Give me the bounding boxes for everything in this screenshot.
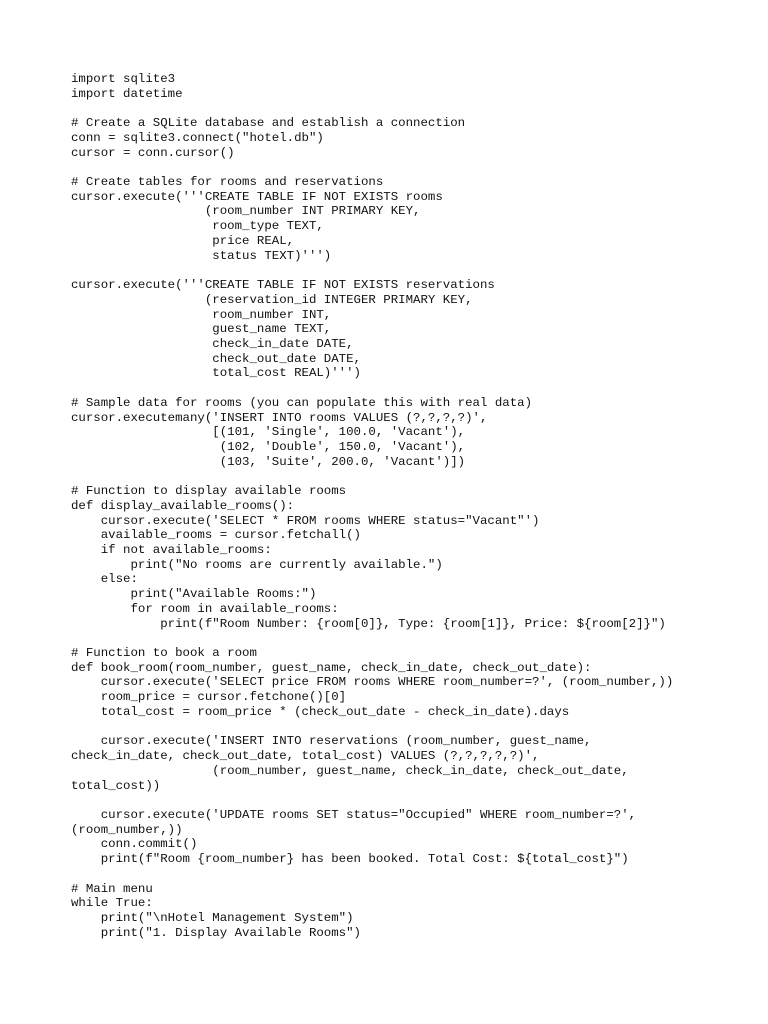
code-line: total_cost REAL)''') bbox=[71, 366, 361, 381]
code-line: total_cost)) bbox=[71, 778, 161, 793]
code-line: cursor.execute('SELECT * FROM rooms WHERE status="Vacant"') bbox=[71, 513, 540, 528]
code-line bbox=[71, 867, 751, 882]
code-line: room_type TEXT, bbox=[71, 219, 324, 234]
code-line: # Function to display available rooms bbox=[71, 484, 347, 499]
code-line: else: bbox=[71, 572, 138, 587]
code-line: # Create a SQLite database and establish a connection bbox=[71, 116, 466, 131]
code-line: cursor.execute('SELECT price FROM rooms WHERE room_number=?', (room_number,)) bbox=[71, 675, 674, 690]
code-line: while True: bbox=[71, 896, 153, 911]
code-line bbox=[71, 793, 751, 808]
code-line: [(101, 'Single', 100.0, 'Vacant'), bbox=[71, 425, 466, 440]
code-line: # Function to book a room bbox=[71, 646, 257, 661]
code-line: conn = sqlite3.connect("hotel.db") bbox=[71, 130, 324, 145]
code-line: def book_room(room_number, guest_name, check_in_date, check_out_date): bbox=[71, 660, 592, 675]
code-block bbox=[71, 72, 751, 940]
code-line: guest_name TEXT, bbox=[71, 322, 332, 337]
code-line: cursor = conn.cursor() bbox=[71, 145, 235, 160]
code-line: (102, 'Double', 150.0, 'Vacant'), bbox=[71, 439, 466, 454]
code-line: print("No rooms are currently available.") bbox=[71, 557, 443, 572]
code-line bbox=[71, 720, 751, 735]
code-line: # Sample data for rooms (you can populate this with real data) bbox=[71, 395, 533, 410]
code-line bbox=[71, 263, 751, 278]
code-line: print(f"Room Number: {room[0]}, Type: {room[1]}, Price: ${room[2]}") bbox=[71, 616, 666, 631]
code-line: price REAL, bbox=[71, 233, 295, 248]
code-line: conn.commit() bbox=[71, 837, 198, 852]
code-line: import datetime bbox=[71, 86, 183, 101]
code-line bbox=[71, 631, 751, 646]
code-line: for room in available_rooms: bbox=[71, 601, 339, 616]
code-line: check_in_date, check_out_date, total_cost) VALUES (?,?,?,?,?)', bbox=[71, 749, 540, 764]
code-line: check_out_date DATE, bbox=[71, 351, 361, 366]
code-line: print("Available Rooms:") bbox=[71, 587, 317, 602]
code-line: room_price = cursor.fetchone()[0] bbox=[71, 690, 347, 705]
code-line: print("\nHotel Management System") bbox=[71, 910, 354, 925]
code-line: cursor.execute('INSERT INTO reservations (room_number, guest_name, bbox=[71, 734, 592, 749]
code-line bbox=[71, 381, 751, 396]
code-line: # Main menu bbox=[71, 881, 153, 896]
code-line: print("1. Display Available Rooms") bbox=[71, 925, 361, 940]
code-line: (103, 'Suite', 200.0, 'Vacant')]) bbox=[71, 454, 466, 469]
code-line: (room_number,)) bbox=[71, 822, 183, 837]
code-line: print(f"Room {room_number} has been booked. Total Cost: ${total_cost}") bbox=[71, 852, 629, 867]
code-line bbox=[71, 469, 751, 484]
code-line: status TEXT)''') bbox=[71, 248, 332, 263]
code-line: if not available_rooms: bbox=[71, 543, 272, 557]
code-line: cursor.execute('UPDATE rooms SET status="Occupied" WHERE room_number=?', bbox=[71, 807, 637, 822]
code-line: (reservation_id INTEGER PRIMARY KEY, bbox=[71, 292, 473, 307]
code-line: room_number INT, bbox=[71, 307, 332, 322]
code-line: import sqlite3 bbox=[71, 72, 176, 86]
code-line: (room_number, guest_name, check_in_date, check_out_date, bbox=[71, 763, 629, 778]
code-line: cursor.execute('''CREATE TABLE IF NOT EXISTS rooms bbox=[71, 189, 443, 204]
code-line: cursor.executemany('INSERT INTO rooms VALUES (?,?,?,?)', bbox=[71, 410, 488, 425]
code-line: (room_number INT PRIMARY KEY, bbox=[71, 204, 421, 219]
code-line: cursor.execute('''CREATE TABLE IF NOT EXISTS reservations bbox=[71, 278, 495, 293]
code-line: def display_available_rooms(): bbox=[71, 498, 295, 513]
code-line bbox=[71, 101, 751, 116]
code-line: check_in_date DATE, bbox=[71, 336, 354, 351]
code-line: # Create tables for rooms and reservations bbox=[71, 175, 384, 190]
code-line: available_rooms = cursor.fetchall() bbox=[71, 528, 361, 543]
code-line bbox=[71, 160, 751, 175]
code-line: total_cost = room_price * (check_out_date - check_in_date).days bbox=[71, 704, 570, 719]
